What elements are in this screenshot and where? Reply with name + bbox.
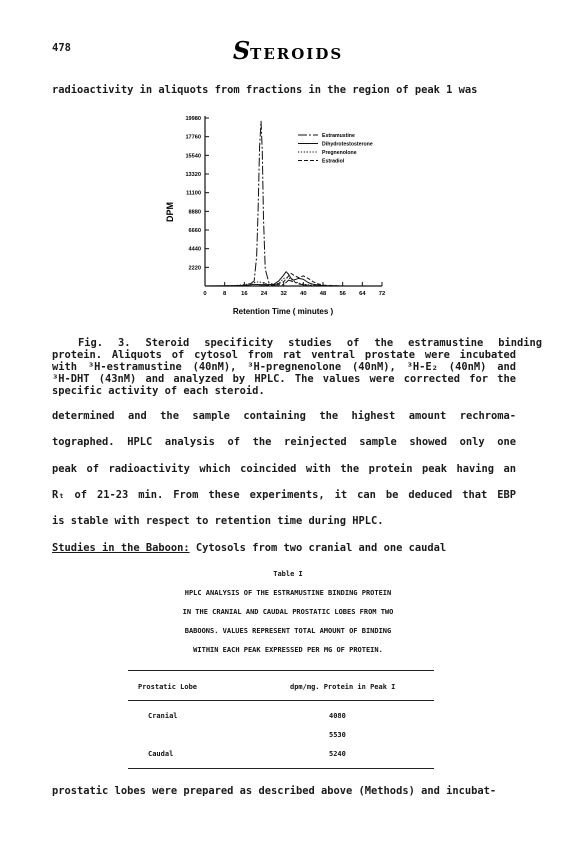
body-line: tographed. HPLC analysis of the reinjected sample showed only one	[52, 436, 516, 448]
body-line: Rₜ of 21-23 min. From these experiments, it can be deduced that EBP	[52, 489, 516, 501]
x-tick-label: 64	[359, 291, 366, 297]
x-tick-label: 40	[300, 291, 307, 297]
legend-label: Pregnenolone	[322, 150, 357, 156]
x-tick-label: 56	[339, 291, 346, 297]
table-bottom-rule	[128, 768, 434, 769]
y-axis-label: DPM	[165, 202, 175, 222]
legend-label: Dihydrotestosterone	[322, 141, 373, 148]
chart-legend	[298, 133, 373, 165]
table-header-lobe: Prostatic Lobe	[138, 683, 198, 691]
table-header-dpm: dpm/mg. Protein in Peak I	[290, 683, 396, 691]
series-line-dihydrotestosterone	[205, 272, 382, 286]
caption-line: ³H-DHT (43nM) and analyzed by HPLC. The values were corrected for the	[52, 373, 516, 385]
running-head-initial: S	[232, 36, 251, 65]
y-tick-label: 2220	[188, 265, 201, 272]
table-cell-lobe: Cranial	[148, 712, 178, 720]
y-tick-label: 17760	[185, 134, 201, 141]
running-head-rest: TEROIDS	[250, 45, 344, 63]
figure-3-chart	[150, 108, 410, 320]
table-title-line: WITHIN EACH PEAK EXPRESSED PER MG OF PROTEIN.	[193, 646, 383, 654]
x-axis-label: Retention Time ( minutes )	[232, 307, 334, 316]
x-tick-label: 16	[241, 291, 248, 297]
caption-line: protein. Aliquots of cytosol from rat ventral prostate were incubated	[52, 349, 516, 361]
caption-line: specific activity of each steroid.	[52, 385, 265, 397]
y-tick-label: 6660	[188, 228, 201, 234]
table-header-rule	[128, 700, 434, 701]
page-number: 478	[52, 42, 71, 54]
text-bottom: prostatic lobes were prepared as described above (Methods) and incubat-	[52, 785, 497, 797]
legend-label: Estramustine	[322, 133, 355, 139]
table-cell-lobe: Caudal	[148, 750, 174, 758]
section-heading: Studies in the Baboon:	[52, 542, 190, 554]
x-tick-label: 0	[203, 291, 207, 297]
caption-line: Fig. 3. Steroid specificity studies of the estramustine binding	[78, 337, 542, 349]
y-tick-label: 19980	[185, 116, 201, 122]
table-title-line: HPLC ANALYSIS OF THE ESTRAMUSTINE BINDING PROTEIN	[184, 589, 392, 597]
x-tick-label: 8	[223, 291, 227, 297]
text-top: radioactivity in aliquots from fractions in the region of peak 1 was	[52, 84, 478, 96]
table-cell-value: 5530	[329, 731, 346, 739]
caption-line: with ³H-estramustine (40nM), ³H-pregnenolone (40nM), ³H-E₂ (40nM) and	[52, 361, 516, 373]
y-tick-label: 13320	[185, 172, 201, 178]
table-title-line: BABOONS. VALUES REPRESENT TOTAL AMOUNT OF BINDING	[184, 627, 392, 635]
y-tick-label: 8880	[188, 209, 201, 216]
section-text: Cytosols from two cranial and one caudal	[189, 542, 447, 554]
section-paragraph	[52, 542, 516, 554]
x-tick-label: 48	[319, 291, 327, 297]
body-line: peak of radioactivity which coincided with the protein peak having an	[52, 463, 516, 475]
table-top-rule	[128, 670, 434, 671]
table-cell-value: 5240	[329, 750, 346, 758]
table-cell-value: 4080	[329, 712, 346, 720]
table-title-line: IN THE CRANIAL AND CAUDAL PROSTATIC LOBES FROM TWO	[182, 608, 394, 616]
legend-label: Estradiol	[322, 158, 345, 165]
y-tick-label: 15540	[185, 153, 201, 160]
y-tick-label: 11100	[186, 190, 201, 197]
x-tick-label: 24	[260, 291, 268, 297]
x-tick-label: 32	[280, 291, 287, 297]
series-line-pregnenolone	[205, 278, 382, 286]
y-tick-label: 4440	[188, 246, 201, 253]
x-tick-label: 72	[378, 291, 386, 297]
running-head	[0, 36, 576, 65]
body-line: determined and the sample containing the highest amount rechroma-	[52, 410, 516, 422]
table-label: Table I	[273, 570, 303, 578]
body-line: is stable with respect to retention time during HPLC.	[52, 515, 384, 527]
